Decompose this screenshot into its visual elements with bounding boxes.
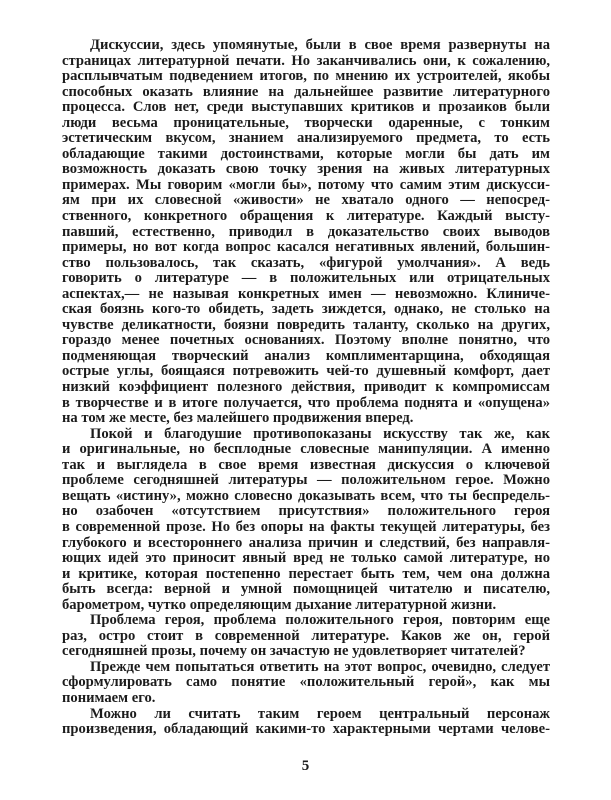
page-body — [62, 38, 550, 738]
paragraph — [62, 707, 550, 738]
text-line: низкий коэффициент полезного действия, приводит к компромиссам — [62, 379, 550, 396]
text-line: в творчестве и в итоге получается, что проблема поднята и «опущена» — [62, 394, 550, 411]
text-line: процесса. Слов нет, среди выступавших критиков и прозаиков были — [62, 99, 550, 116]
text-line: эстетическим вкусом, знанием анализируемого предмета, то есть — [62, 130, 550, 147]
text-line: так и выглядела в свое время известная дискуссия о ключевой — [62, 456, 550, 473]
text-line: Проблема героя, проблема положительного героя, повторим еще — [90, 612, 550, 629]
text-line: Покой и благодушие противопоказаны искусству так же, как — [90, 425, 550, 442]
text-line: раз, остро стоит в современной литературе. Каков же он, герой — [62, 627, 550, 644]
text-line: сформулировать само понятие «положительный герой», как мы — [62, 674, 550, 691]
paragraph — [62, 660, 550, 707]
text-line: гораздо менее почетных основаниях. Поэтому вполне понятно, что — [62, 332, 550, 349]
text-line: быть всегда: верной и умной помощницей читателю и писателю, — [62, 581, 550, 598]
text-line: Можно ли считать таким героем центральный персонаж — [90, 705, 550, 722]
text-line: острые углы, боящаяся потревожить чей-то душевный комфорт, дает — [62, 363, 550, 380]
text-line: способных оказать влияние на дальнейшее развитие литературного — [62, 83, 550, 100]
text-line: ственного, конкретного обращения к литературе. Каждый высту- — [62, 208, 550, 225]
text-line: ская боязнь кого-то обидеть, задеть зиждется, однако, не столько на — [62, 301, 550, 318]
text-line: но озабочен «отсутствием присутствия» положительного героя — [62, 503, 550, 520]
text-line: произведения, обладающий какими-то характерными чертами челове- — [62, 721, 550, 738]
page-number: 5 — [301, 758, 310, 774]
text-line: в современной прозе. Но без опоры на факты текущей литературы, без — [62, 518, 550, 535]
text-line: понимаем его. — [62, 689, 156, 706]
text-line: глубокого и всестороннего анализа причин и следствий, без направля- — [62, 534, 550, 551]
text-line: примеры, но вот когда вопрос касался негативных явлений, большин- — [62, 239, 550, 256]
text-line: ство пользовалось, так сказать, «фигурой умолчания». А ведь — [62, 254, 550, 271]
text-line: вещать «истину», можно словесно доказывать всем, что ты беспредель- — [62, 487, 550, 504]
text-line: обладающие такими достоинствами, которые могли бы дать им — [62, 145, 550, 162]
text-line: проблеме сегодняшней литературы — положительном герое. Можно — [62, 472, 550, 489]
text-line: ям при их словесной «живости» не хватало одного — непосред- — [62, 192, 550, 209]
text-line: барометром, чутко определяющим дыхание литературной жизни. — [62, 596, 497, 613]
text-line: и критике, которая постепенно перестает быть тем, чем она должна — [62, 565, 550, 582]
paragraph — [62, 613, 550, 660]
text-line: ющих идей это приносит явный вред не только самой литературе, но — [62, 550, 550, 567]
text-line: подменяющая творческий анализ комплиментарщина, обходящая — [62, 347, 550, 364]
text-line: возможность доказать свою точку зрения на живых литературных — [62, 161, 550, 178]
text-line: павший, естественно, приводил в доказательство своих выводов — [62, 223, 550, 240]
text-line: Дискуссии, здесь упомянутые, были в свое время развернуты на — [90, 37, 550, 53]
text-line: примерах. Мы говорим «могли бы», потому что самим этим дискусси- — [62, 176, 550, 193]
text-line: люди весьма проницательные, творчески одаренные, с тонким — [62, 114, 550, 131]
text-line: на том же месте, без малейшего продвижения вперед. — [62, 410, 414, 427]
text-line: говорить о литературе — в положительных или отрицательных — [62, 270, 550, 287]
text-line: чувстве деликатности, боязни повредить таланту, сколько на других, — [62, 316, 550, 333]
text-line: расплывчатым подведением итогов, по мнению их устроителей, якобы — [62, 68, 550, 85]
text-line: и оригинальные, но бесплодные словесные манипуляции. А именно — [62, 441, 550, 458]
paragraph — [62, 427, 550, 614]
paragraph — [62, 38, 550, 427]
text-line: аспектах,— не называя конкретных имен — невозможно. Клиниче- — [62, 285, 550, 302]
text-line: страницах литературной печати. Но заканчивались они, к сожалению, — [62, 52, 550, 69]
text-line: сегодняшней прозы, почему он зачастую не удовлетворяет читателей? — [62, 643, 526, 660]
text-line: Прежде чем попытаться ответить на этот вопрос, очевидно, следует — [90, 658, 550, 675]
